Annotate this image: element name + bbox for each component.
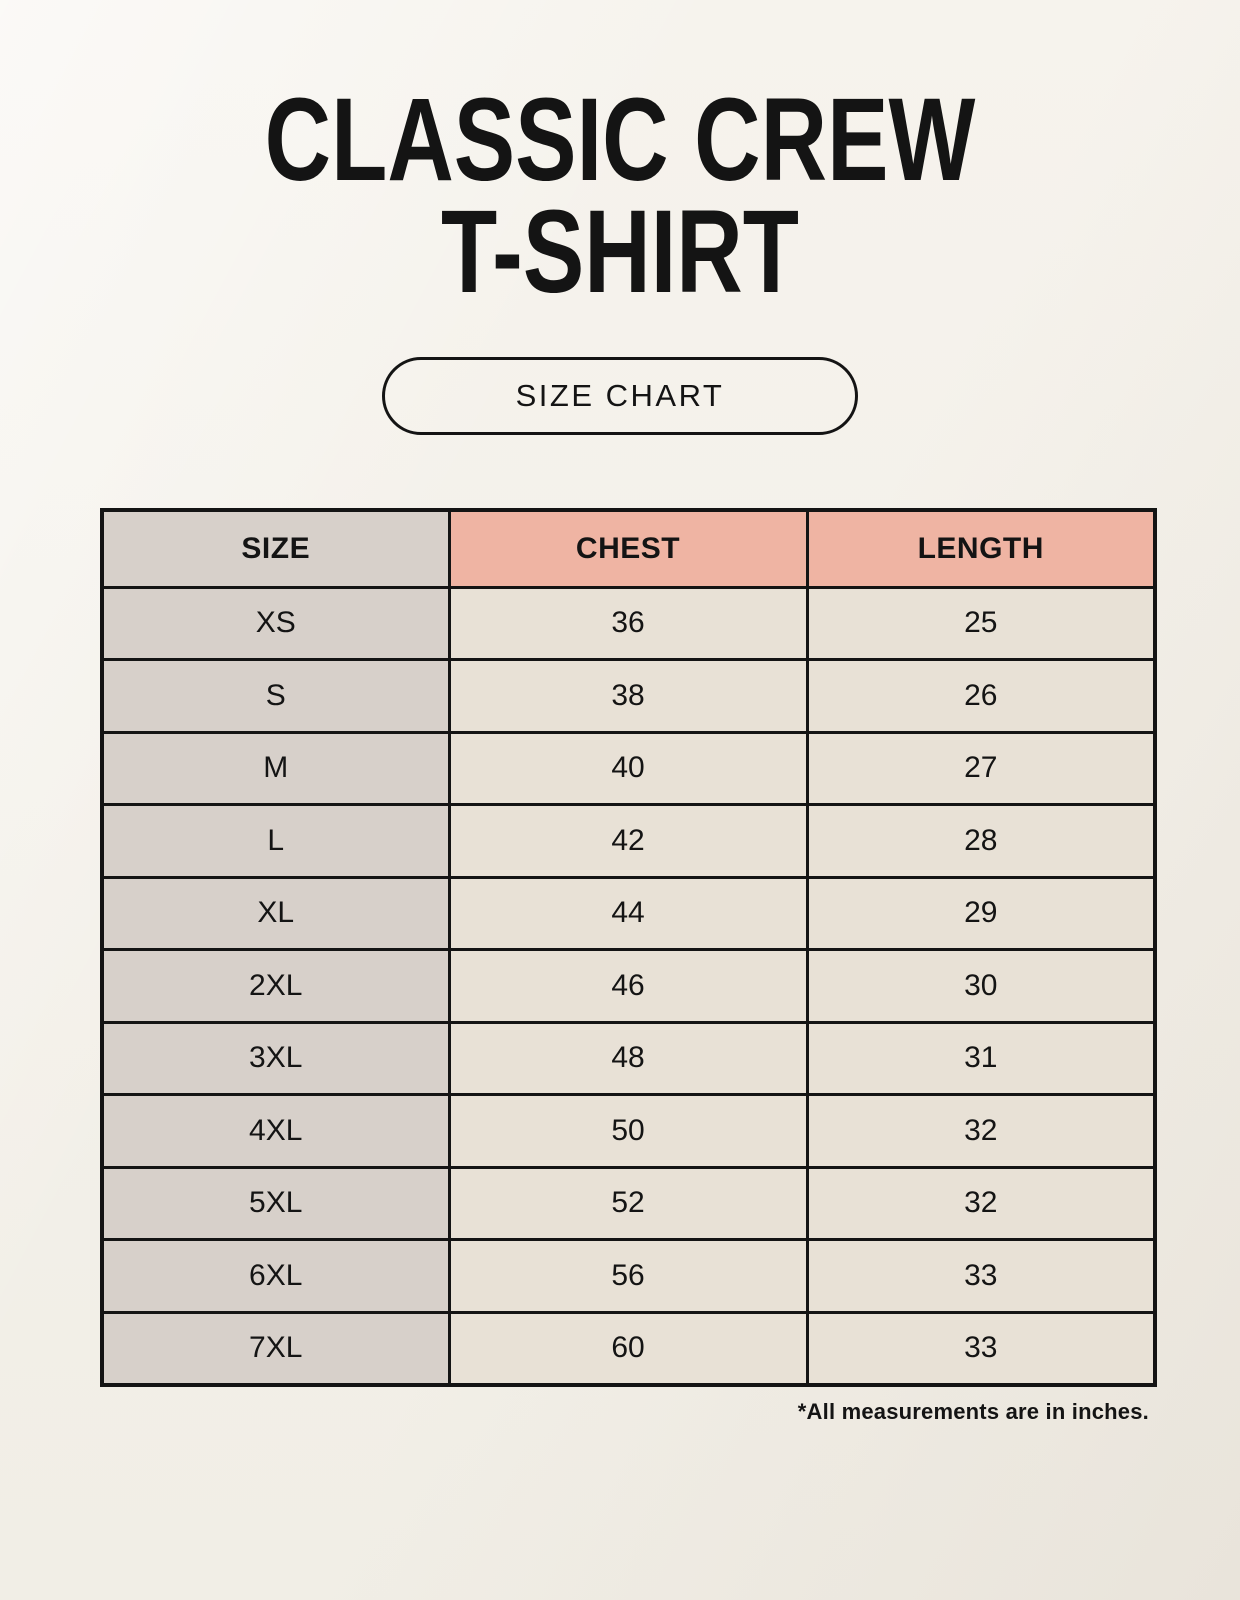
chest-cell: 46	[449, 950, 807, 1023]
length-cell: 33	[807, 1240, 1155, 1313]
size-cell: 5XL	[102, 1167, 449, 1240]
size-table-header	[102, 510, 1155, 587]
size-cell: 3XL	[102, 1022, 449, 1095]
size-table-body	[102, 587, 1155, 1385]
column-header-size: SIZE	[102, 510, 449, 587]
length-cell: 27	[807, 732, 1155, 805]
table-row	[102, 877, 1155, 950]
column-header-chest: CHEST	[449, 510, 807, 587]
size-table	[100, 508, 1157, 1387]
measurements-footnote: *All measurements are in inches.	[797, 1398, 1149, 1424]
length-cell: 26	[807, 660, 1155, 733]
chest-cell: 36	[449, 587, 807, 660]
size-cell: M	[102, 732, 449, 805]
table-row	[102, 1240, 1155, 1313]
table-row	[102, 1167, 1155, 1240]
size-cell: L	[102, 805, 449, 878]
size-cell: 7XL	[102, 1312, 449, 1385]
chest-cell: 44	[449, 877, 807, 950]
size-cell: 4XL	[102, 1095, 449, 1168]
chest-cell: 40	[449, 732, 807, 805]
chest-cell: 56	[449, 1240, 807, 1313]
page-title-line-2: T-SHIRT	[441, 186, 799, 319]
length-cell: 25	[807, 587, 1155, 660]
chest-cell: 38	[449, 660, 807, 733]
table-row	[102, 1095, 1155, 1168]
table-row	[102, 805, 1155, 878]
chest-cell: 50	[449, 1095, 807, 1168]
length-cell: 28	[807, 805, 1155, 878]
page-title-line-1: CLASSIC CREW	[264, 74, 976, 206]
size-cell: XS	[102, 587, 449, 660]
size-cell: S	[102, 660, 449, 733]
page-title	[136, 74, 1103, 319]
table-row	[102, 950, 1155, 1023]
size-cell: 6XL	[102, 1240, 449, 1313]
chest-cell: 42	[449, 805, 807, 878]
header-row	[102, 510, 1155, 587]
length-cell: 31	[807, 1022, 1155, 1095]
table-row	[102, 1312, 1155, 1385]
table-row	[102, 587, 1155, 660]
title-block	[0, 0, 1240, 319]
length-cell: 29	[807, 877, 1155, 950]
chest-cell: 48	[449, 1022, 807, 1095]
column-header-length: LENGTH	[807, 510, 1155, 587]
table-row	[102, 1022, 1155, 1095]
badge-row	[0, 357, 1240, 435]
length-cell: 30	[807, 950, 1155, 1023]
table-row	[102, 660, 1155, 733]
size-cell: 2XL	[102, 950, 449, 1023]
table-row	[102, 732, 1155, 805]
length-cell: 33	[807, 1312, 1155, 1385]
length-cell: 32	[807, 1095, 1155, 1168]
chest-cell: 52	[449, 1167, 807, 1240]
size-cell: XL	[102, 877, 449, 950]
length-cell: 32	[807, 1167, 1155, 1240]
size-chart-badge[interactable]: SIZE CHART	[382, 357, 858, 435]
chest-cell: 60	[449, 1312, 807, 1385]
size-table-wrap	[100, 508, 1153, 1387]
